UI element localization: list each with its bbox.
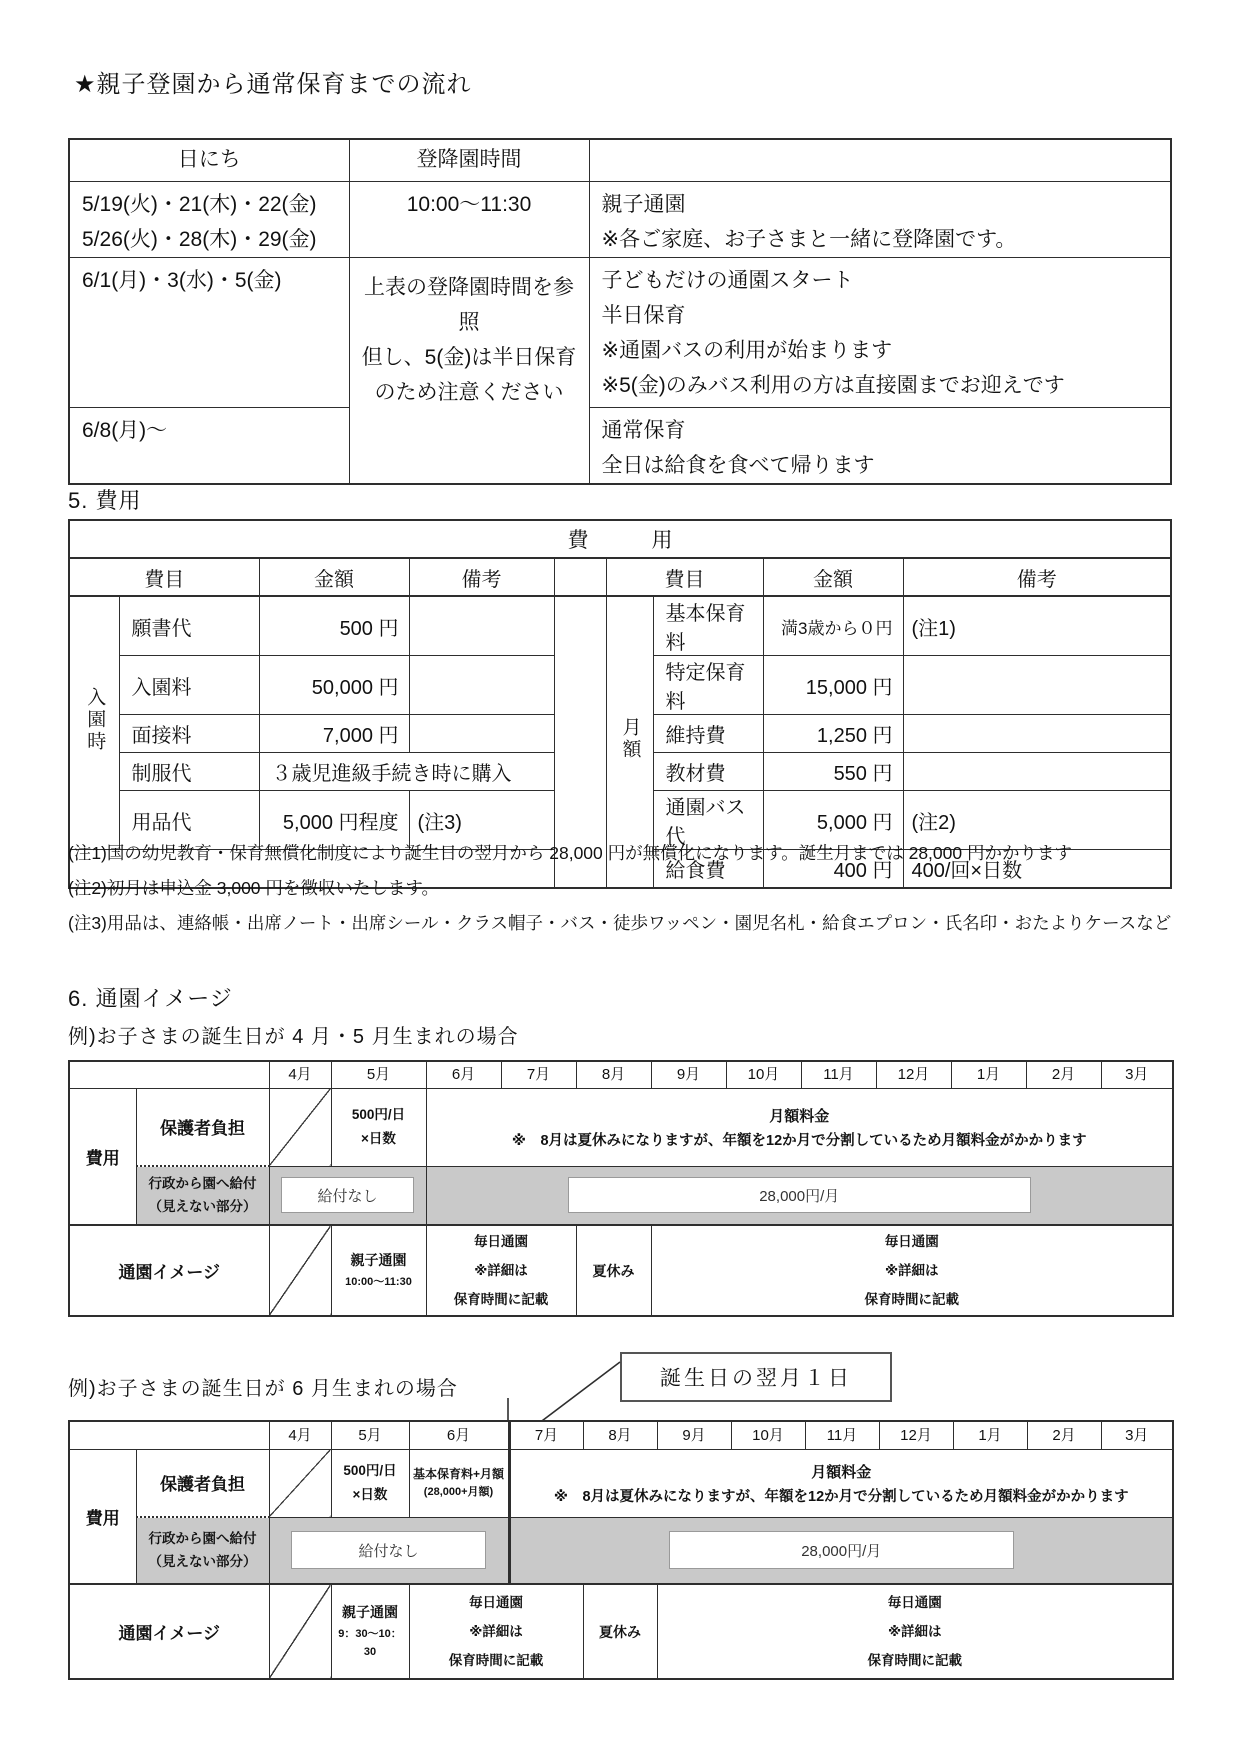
date-line: 5/26(火)・28(木)・29(金) xyxy=(82,227,317,251)
fee-note-line: (注1)国の幼児教育・保育無償化制度により誕生日の翌月から 28,000 円が無償化になります。誕生月までは 28,000 円かかります xyxy=(68,843,1072,863)
schedule-r1-dates xyxy=(69,181,349,257)
diagonal-cell xyxy=(269,1088,331,1166)
daily-commute-cell: 毎日通園 ※詳細は 保育時間に記載 xyxy=(409,1584,583,1679)
fee-notes xyxy=(68,836,1172,941)
may-fee-cell: 500円/日 ×日数 xyxy=(331,1088,426,1166)
month-header: 12月 xyxy=(879,1421,953,1449)
parent-burden-label: 保護者負担 xyxy=(136,1088,269,1166)
monthly-fee-cell: 月額料金 ※ 8月は夏休みになりますが、年額を12か月で分割しているため月額料金がかかります xyxy=(509,1449,1173,1517)
month-header-blank xyxy=(69,1061,269,1088)
time-line: 上表の登降園時間を参照 xyxy=(364,275,574,334)
fee-item: 願書代 xyxy=(119,596,259,656)
fee-note xyxy=(409,715,554,753)
fee-amount: 7,000 円 xyxy=(259,715,409,753)
commute-image-label: 通園イメージ xyxy=(69,1584,269,1679)
schedule-r2-notes xyxy=(589,257,1171,407)
month-header: 6月 xyxy=(426,1061,501,1088)
month-header: 2月 xyxy=(1027,1421,1101,1449)
commute-image-label: 通園イメージ xyxy=(69,1225,269,1316)
fee-note xyxy=(903,715,1171,753)
fee-note xyxy=(903,656,1171,715)
fee-header-amount-left: 金額 xyxy=(259,558,409,596)
fee-amount: 5,000 円 xyxy=(763,791,903,850)
note-line: ※5(金)のみバス利用の方は直接園までお迎えです xyxy=(601,373,1065,397)
grant-label: 行政から園へ給付 （見えない部分） xyxy=(136,1166,269,1225)
schedule-r2-dates xyxy=(69,257,349,407)
fee-amount: 15,000 円 xyxy=(763,656,903,715)
grant-amount-cell: 28,000円/月 xyxy=(509,1517,1173,1584)
note-line: ※通園バスの利用が始まります xyxy=(601,338,893,362)
month-header: 11月 xyxy=(801,1061,876,1088)
note-line: 子どもだけの通園スタート xyxy=(601,268,854,292)
fee-note: 400/回×日数 xyxy=(903,850,1171,888)
example1-title: 例)お子さまの誕生日が 4 月・5 月生まれの場合 xyxy=(68,1026,519,1048)
summer-break-cell: 夏休み xyxy=(583,1584,657,1679)
fee-amount: 満3歳から０円 xyxy=(763,596,903,656)
page-title: ★親子登園から通常保育までの流れ xyxy=(74,71,472,98)
schedule-table xyxy=(68,138,1172,485)
month-header: 9月 xyxy=(651,1061,726,1088)
monthly-fee-cell: 月額料金 ※ 8月は夏休みになりますが、年額を12か月で分割しているため月額料金がかかります xyxy=(426,1088,1173,1166)
fee-header-note-right: 備考 xyxy=(903,558,1171,596)
june-fee-cell: 基本保育料+月額 (28,000+月額) xyxy=(409,1449,509,1517)
month-header: 5月 xyxy=(331,1061,426,1088)
month-header: 1月 xyxy=(951,1061,1026,1088)
fee-item: 維持費 xyxy=(653,715,763,753)
date-line: 5/19(火)・21(木)・22(金) xyxy=(82,192,317,216)
note-line: 全日は給食を食べて帰ります xyxy=(601,453,875,477)
fee-amount: 400 円 xyxy=(763,850,903,888)
commute-section-heading: 6. 通園イメージ xyxy=(68,986,233,1011)
fee-header-amount-right: 金額 xyxy=(763,558,903,596)
schedule-header-blank xyxy=(589,139,1171,181)
month-header: 8月 xyxy=(583,1421,657,1449)
fee-note xyxy=(903,753,1171,791)
schedule-r2-time xyxy=(349,257,589,484)
note-line: 親子通園 xyxy=(601,192,686,216)
fee-note-line: (注3)用品は、連絡帳・出席ノート・出席シール・クラス帽子・バス・徒歩ワッペン・園児名札・給食エプロン・氏名印・おたよりケースなど xyxy=(68,913,1172,933)
fee-header-spacer xyxy=(554,558,606,596)
fee-header-item-left: 費目 xyxy=(69,558,259,596)
diagonal-cell xyxy=(269,1584,331,1679)
month-header: 7月 xyxy=(509,1421,583,1449)
fee-amount: 50,000 円 xyxy=(259,656,409,715)
fee-item: 用品代 xyxy=(119,791,259,850)
date-line: 6/8(月)～ xyxy=(82,418,168,442)
fee-caption: 費 用 xyxy=(69,520,1171,558)
fees-section-heading: 5. 費用 xyxy=(68,488,142,513)
fee-item: 面接料 xyxy=(119,715,259,753)
birthday-callout-box: 誕生日の翌月１日 xyxy=(620,1352,892,1402)
month-header: 3月 xyxy=(1101,1061,1173,1088)
parent-burden-label: 保護者負担 xyxy=(136,1449,269,1517)
schedule-r3-notes xyxy=(589,407,1171,484)
fee-header-item-right: 費目 xyxy=(606,558,763,596)
schedule-r1-time: 10:00～11:30 xyxy=(349,181,589,257)
no-grant-cell: 給付なし xyxy=(269,1517,509,1584)
schedule-r1-notes xyxy=(589,181,1171,257)
note-line: ※各ご家庭、お子さまと一緒に登降園です。 xyxy=(601,227,1017,251)
fee-item: 特定保育料 xyxy=(653,656,763,715)
fee-note: (注1) xyxy=(903,596,1171,656)
fee-amount-uniform: ３歳児進級手続き時に購入 xyxy=(259,753,554,791)
month-header: 12月 xyxy=(876,1061,951,1088)
fee-note: (注2) xyxy=(903,791,1171,850)
month-header: 4月 xyxy=(269,1061,331,1088)
time-line: 但し、5(金)は半日保育 xyxy=(361,345,577,369)
note-line: 通常保育 xyxy=(601,418,686,442)
fee-header-note-left: 備考 xyxy=(409,558,554,596)
month-header-blank xyxy=(69,1421,269,1449)
fee-item: 制服代 xyxy=(119,753,259,791)
fee-amount: 500 円 xyxy=(259,596,409,656)
month-header: 8月 xyxy=(576,1061,651,1088)
fee-note xyxy=(409,596,554,656)
fee-note: (注3) xyxy=(409,791,554,850)
fee-item: 給食費 xyxy=(653,850,763,888)
time-line: のため注意ください xyxy=(374,380,564,404)
month-header: 7月 xyxy=(501,1061,576,1088)
month-header: 9月 xyxy=(657,1421,731,1449)
grant-label: 行政から園へ給付 （見えない部分） xyxy=(136,1517,269,1584)
cost-label: 費用 xyxy=(69,1088,136,1225)
schedule-header-date: 日にち xyxy=(69,139,349,181)
daily-commute-cell: 毎日通園 ※詳細は 保育時間に記載 xyxy=(426,1225,576,1316)
fee-note-line: (注2)初月は申込金 3,000 円を徴収いたします。 xyxy=(68,878,440,898)
parent-child-cell: 親子通園 9：30～10：30 xyxy=(331,1584,409,1679)
may-fee-cell: 500円/日 ×日数 xyxy=(331,1449,409,1517)
note-line: 半日保育 xyxy=(601,303,686,327)
diagonal-cell xyxy=(269,1449,331,1517)
month-header: 5月 xyxy=(331,1421,409,1449)
month-header: 3月 xyxy=(1101,1421,1173,1449)
daily-commute-cell: 毎日通園 ※詳細は 保育時間に記載 xyxy=(657,1584,1173,1679)
no-grant-cell: 給付なし xyxy=(269,1166,426,1225)
fee-item: 通園バス代 xyxy=(653,791,763,850)
commute-table-example2 xyxy=(68,1420,1174,1680)
month-header: 4月 xyxy=(269,1421,331,1449)
parent-child-cell: 親子通園 10:00～11:30 xyxy=(331,1225,426,1316)
month-header: 10月 xyxy=(726,1061,801,1088)
grant-amount-cell: 28,000円/月 xyxy=(426,1166,1173,1225)
fee-group-monthly: 月額 xyxy=(606,596,653,888)
fee-amount: 5,000 円程度 xyxy=(259,791,409,850)
diagonal-cell xyxy=(269,1225,331,1316)
fee-item: 入園料 xyxy=(119,656,259,715)
fee-amount: 1,250 円 xyxy=(763,715,903,753)
summer-break-cell: 夏休み xyxy=(576,1225,651,1316)
fee-group-admission: 入園時 xyxy=(69,596,119,850)
month-header: 10月 xyxy=(731,1421,805,1449)
schedule-r3-dates xyxy=(69,407,349,484)
fee-note xyxy=(409,656,554,715)
cost-label: 費用 xyxy=(69,1449,136,1584)
month-header: 1月 xyxy=(953,1421,1027,1449)
daily-commute-cell: 毎日通園 ※詳細は 保育時間に記載 xyxy=(651,1225,1173,1316)
schedule-header-time: 登降園時間 xyxy=(349,139,589,181)
month-header: 2月 xyxy=(1026,1061,1101,1088)
month-header: 6月 xyxy=(409,1421,509,1449)
fee-item: 教材費 xyxy=(653,753,763,791)
date-line: 6/1(月)・3(水)・5(金) xyxy=(82,268,282,292)
fee-table xyxy=(68,519,1172,889)
fee-amount: 550 円 xyxy=(763,753,903,791)
fee-item: 基本保育料 xyxy=(653,596,763,656)
commute-table-example1 xyxy=(68,1060,1174,1317)
month-header: 11月 xyxy=(805,1421,879,1449)
example2-title: 例)お子さまの誕生日が 6 月生まれの場合 xyxy=(68,1378,458,1400)
